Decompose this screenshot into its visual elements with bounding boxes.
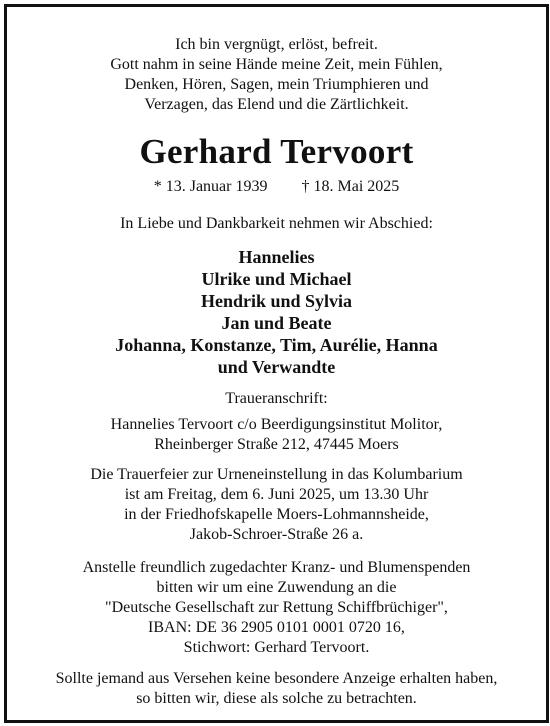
donation-line: Stichwort: Gerhard Tervoort. <box>183 639 370 656</box>
life-dates <box>7 177 546 197</box>
obituary-frame <box>4 4 549 723</box>
closing-line: Sollte jemand aus Versehen keine besondere Anzeige erhalten haben, <box>55 670 498 687</box>
poem-line: Denken, Hören, Sagen, mein Triumphieren und <box>124 76 429 93</box>
poem-line: Verzagen, das Elend und die Zärtlichkeit. <box>144 96 409 113</box>
ceremony-line: ist am Freitag, dem 6. Juni 2025, um 13.30 Uhr <box>124 486 429 503</box>
address-line: Hannelies Tervoort c/o Beerdigungsinstitut Molitor, <box>110 416 443 433</box>
obituary-content <box>7 7 546 720</box>
birth-date: * 13. Januar 1939 <box>153 178 268 195</box>
death-date: † 18. Mai 2025 <box>301 178 400 195</box>
poem-line: Gott nahm in seine Hände meine Zeit, mein Fühlen, <box>110 56 443 73</box>
family-member: Jan und Beate <box>221 313 332 333</box>
poem-line: Ich bin vergnügt, erlöst, befreit. <box>175 36 378 53</box>
ceremony-line: in der Friedhofskapelle Moers-Lohmannsheide, <box>124 506 429 523</box>
deceased-name: Gerhard Tervoort <box>139 132 414 171</box>
family-member: Hannelies <box>238 247 315 267</box>
family-member: Ulrike und Michael <box>201 269 352 289</box>
address-line: Rheinberger Straße 212, 47445 Moers <box>154 436 399 453</box>
closing-line: so bitten wir, diese als solche zu betrachten. <box>136 690 417 707</box>
donation-line: bitten wir um eine Zuwendung an die <box>156 579 397 596</box>
address-heading: Traueranschrift: <box>225 390 328 407</box>
ceremony-line: Jakob-Schroer-Straße 26 a. <box>189 526 364 543</box>
family-member: Johanna, Konstanze, Tim, Aurélie, Hanna <box>115 335 438 355</box>
donation-line: IBAN: DE 36 2905 0101 0001 0720 16, <box>148 619 405 636</box>
family-member: und Verwandte <box>217 357 336 377</box>
donation-line: "Deutsche Gesellschaft zur Rettung Schiffbrüchiger", <box>105 599 448 616</box>
donation-line: Anstelle freundlich zugedachter Kranz- und Blumenspenden <box>82 559 471 576</box>
farewell-intro: In Liebe und Dankbarkeit nehmen wir Abschied: <box>120 215 433 232</box>
ceremony-line: Die Trauerfeier zur Urneneinstellung in das Kolumbarium <box>90 466 463 483</box>
family-member: Hendrik und Sylvia <box>200 291 353 311</box>
